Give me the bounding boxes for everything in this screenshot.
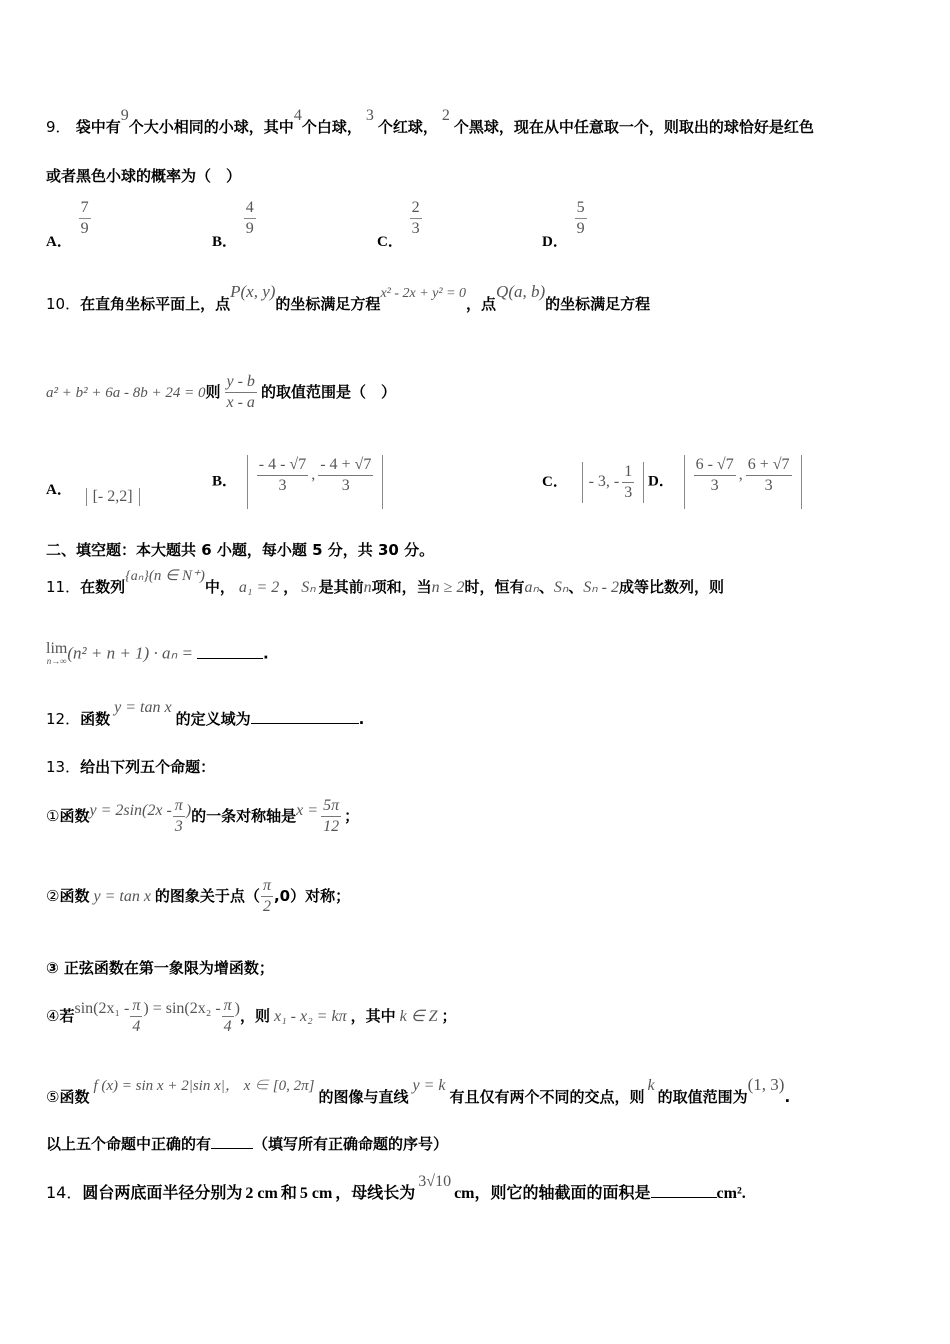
q11-sn: Sₙ <box>301 579 316 596</box>
option-fraction: $\frac{7}{9}$ <box>80 199 89 237</box>
section-2-title: 二、填空题：本大题共 6 小题，每小题 5 分，共 30 分。 <box>46 541 435 559</box>
q11-a1: a₁ = 2 <box>238 579 280 596</box>
q13-proposition-3 <box>46 957 274 978</box>
option-label: A． <box>46 233 72 250</box>
q14-text: ，母线长为 <box>335 1183 416 1202</box>
p5-end: . <box>784 1088 791 1106</box>
circled-4: ④ <box>46 1007 60 1025</box>
q11-text: 在数列 <box>80 578 126 596</box>
q9-black: 2 <box>441 107 450 124</box>
p5-line: y = k <box>412 1077 446 1094</box>
option-fraction: $\frac{2}{3}$ <box>411 199 420 237</box>
q11-n: n <box>363 579 372 596</box>
p1-end: ； <box>344 807 360 825</box>
p4-difference: x₁ - x₂ = kπ <box>274 1008 347 1025</box>
q9-line2 <box>46 165 241 186</box>
q12-function: y = tan x <box>114 699 172 716</box>
option-label: C． <box>377 233 403 250</box>
interval-fraction: $\frac{1}{3}$ <box>624 463 633 501</box>
q11-number: 11． <box>46 578 81 596</box>
q11-sequence: {aₙ} <box>125 569 149 584</box>
q13-conclusion <box>46 1133 448 1154</box>
q10-text: 的取值范围是（ ） <box>260 383 396 401</box>
p1-paren: ) <box>185 802 192 819</box>
q9-text: 个白球， <box>301 118 362 136</box>
q10-text: 则 <box>205 383 221 401</box>
q11-answer-blank[interactable] <box>197 644 263 659</box>
q13-number: 13． <box>46 758 81 776</box>
q12-answer-blank[interactable] <box>251 709 359 724</box>
option-label: B． <box>212 473 238 490</box>
q13-conclusion-text: （填写所有正确命题的序号） <box>253 1135 449 1153</box>
option-label: C． <box>542 473 568 490</box>
q14-text: 和 <box>280 1183 297 1202</box>
q11-line2 <box>46 642 269 666</box>
q9-text: 袋中有 <box>75 118 121 136</box>
q10-line2 <box>46 372 396 413</box>
q11-limit: lim n→∞ <box>46 640 68 666</box>
q14-answer-blank[interactable] <box>651 1183 717 1198</box>
p1-x: x = <box>296 802 319 819</box>
q11-line1 <box>46 568 724 597</box>
p4-end: ； <box>441 1007 457 1025</box>
p1-text: 函数 <box>59 807 90 825</box>
option-interval: $\frac{- 4 - √7}{3}$ , $\frac{- 4 + √7}{3}$ <box>247 455 384 509</box>
p1-function: y = 2sin(2x - <box>89 802 172 819</box>
p4-sin-2: ) = sin(2x₂ - <box>143 1000 221 1017</box>
q10-option-a[interactable] <box>46 478 140 505</box>
q11-condition: (n ∈ N⁺) <box>148 568 205 584</box>
q12-period: . <box>358 710 365 728</box>
interval-low: $\frac{6 - √7}{3}$ <box>695 456 734 494</box>
p5-k: k <box>647 1077 655 1094</box>
q9-number: 9． <box>46 118 71 136</box>
section-2-heading <box>46 539 434 560</box>
p5-text: 有且仅有两个不同的交点，则 <box>449 1088 645 1106</box>
q10-line1 <box>46 282 651 314</box>
q10-option-d[interactable] <box>648 455 802 509</box>
circled-2: ② <box>46 887 60 905</box>
circled-5: ⑤ <box>46 1088 60 1106</box>
p1-text: 的一条对称轴是 <box>191 807 297 825</box>
q10-text: 的坐标满足方程 <box>545 295 651 313</box>
q11-text: 是其前 <box>318 578 364 596</box>
p5-range: (1, 3) <box>747 1075 785 1094</box>
q14-text: 圆台两底面半径分别为 <box>82 1183 243 1202</box>
q14-radius-2: 5 cm <box>299 1185 333 1202</box>
q11-n-geq-2: n ≥ 2 <box>431 579 465 596</box>
option-fraction: $\frac{5}{9}$ <box>576 199 585 237</box>
q9-white: 4 <box>293 107 302 124</box>
q11-separator: 、 <box>568 578 584 596</box>
q10-fraction: $\frac{y - b}{x - a}$ <box>226 373 255 411</box>
q9-option-b[interactable] <box>212 198 259 250</box>
q13-heading <box>46 756 215 777</box>
q12-text: 的定义域为 <box>175 710 251 728</box>
option-interval: [- 2,2] <box>86 488 140 506</box>
p4-k-in-z: k ∈ Z <box>399 1008 438 1025</box>
q10-point-p: P(x, y) <box>230 282 276 301</box>
p5-text: 的取值范围为 <box>657 1088 748 1106</box>
q9-option-a[interactable] <box>46 198 94 250</box>
q13-answer-blank[interactable] <box>211 1134 253 1149</box>
q11-separator: 、 <box>538 578 554 596</box>
q9-red: 3 <box>365 107 374 124</box>
q12-line <box>46 699 365 729</box>
q13-proposition-1 <box>46 796 359 837</box>
q13-text: 给出下列五个命题： <box>80 758 216 776</box>
p5-text: 的图像与直线 <box>318 1088 409 1106</box>
q9-question-end: 或者黑色小球的概率为（ ） <box>46 167 242 185</box>
q13-proposition-4 <box>46 996 457 1037</box>
q11-period: . <box>262 644 269 663</box>
q10-text: 的坐标满足方程 <box>275 295 381 313</box>
option-label: D． <box>542 233 568 250</box>
q10-number: 10． <box>46 295 81 313</box>
p5-text: 函数 <box>59 1088 90 1106</box>
q10-text: ，点 <box>466 295 497 313</box>
p4-fraction-2: $\frac{\pi}{4}$ <box>223 997 232 1035</box>
p2-text: 的图象关于点（ <box>154 887 260 905</box>
p1-fraction: $\frac{\pi}{3}$ <box>174 797 183 835</box>
p2-text: ,0）对称； <box>273 887 351 905</box>
q11-sn-minus-2: Sₙ - 2 <box>583 579 619 596</box>
q9-option-c[interactable] <box>377 198 425 250</box>
q9-text: 个红球， <box>377 118 438 136</box>
option-label: B． <box>212 233 238 250</box>
interval-text: - 3, - <box>588 473 620 491</box>
option-fraction: $\frac{4}{9}$ <box>245 199 254 237</box>
p2-function: y = tan x <box>93 888 151 905</box>
circled-1: ① <box>46 807 60 825</box>
option-label: A． <box>46 482 72 498</box>
q14-area-unit: cm². <box>716 1185 746 1202</box>
p1-axis-fraction: $\frac{5\pi}{12}$ <box>323 797 340 835</box>
q11-text: 时，恒有 <box>464 578 525 596</box>
q14-number: 14． <box>46 1183 83 1202</box>
q11-sn: Sₙ <box>553 579 569 596</box>
q9-text: 个黑球，现在从中任意取一个，则取出的球恰好是红色 <box>453 118 814 136</box>
q14-slant-length: 3√10 <box>418 1173 452 1190</box>
q11-an: aₙ <box>524 579 539 596</box>
p4-fraction-1: $\frac{\pi}{4}$ <box>132 997 141 1035</box>
option-label: D． <box>648 473 674 490</box>
p2-fraction: $\frac{\pi}{2}$ <box>262 877 271 915</box>
q11-limit-expression: (n² + n + 1) · aₙ = <box>67 643 193 663</box>
q14-line <box>46 1173 746 1203</box>
q13-proposition-2 <box>46 876 350 917</box>
q12-number: 12． <box>46 710 81 728</box>
option-interval: $\frac{6 - √7}{3}$ , $\frac{6 + √7}{3}$ <box>684 455 802 509</box>
q14-unit: cm <box>454 1185 475 1202</box>
q9-option-d[interactable] <box>542 198 590 250</box>
q14-radius-1: 2 cm <box>245 1185 278 1202</box>
q13-proposition-5 <box>46 1075 791 1107</box>
p4-text: ，其中 <box>350 1007 396 1025</box>
q12-text: 函数 <box>80 710 111 728</box>
q14-text: ，则它的轴截面的面积是 <box>474 1183 651 1202</box>
interval-high: $\frac{- 4 + √7}{3}$ <box>320 456 372 494</box>
option-interval <box>582 462 645 503</box>
q10-option-c[interactable] <box>542 462 644 503</box>
q11-text: ， <box>283 578 299 596</box>
p5-function: f (x) = sin x + 2|sin x|， x ∈ [0, 2π] <box>93 1078 315 1094</box>
q10-text: 在直角坐标平面上，点 <box>80 295 231 313</box>
q9-text: 个大小相同的小球，其中 <box>128 118 294 136</box>
p2-text: 函数 <box>59 887 90 905</box>
q11-text: 项和，当 <box>371 578 432 596</box>
p4-sin-1: sin(2x₁ - <box>74 1000 130 1017</box>
interval-high: $\frac{6 + √7}{3}$ <box>747 456 790 494</box>
q10-option-b[interactable] <box>212 455 383 509</box>
p4-text: ，则 <box>240 1007 271 1025</box>
q13-conclusion-text: 以上五个命题中正确的有 <box>46 1135 212 1153</box>
q10-equation-2: a² + b² + 6a - 8b + 24 = 0 <box>46 385 206 401</box>
interval-low: $\frac{- 4 - √7}{3}$ <box>258 456 307 494</box>
q11-text: 成等比数列，则 <box>618 578 724 596</box>
q10-equation-1: x² - 2x + y² = 0 <box>380 286 467 301</box>
q11-text: 中， <box>204 578 235 596</box>
q9-line1 <box>46 107 814 137</box>
q9-total: 9 <box>120 107 129 124</box>
p4-paren: ) <box>234 1000 240 1017</box>
q10-point-q: Q(a, b) <box>496 282 546 301</box>
p4-text: 若 <box>59 1007 75 1025</box>
p3-text: ③ 正弦函数在第一象限为增函数； <box>46 959 274 977</box>
